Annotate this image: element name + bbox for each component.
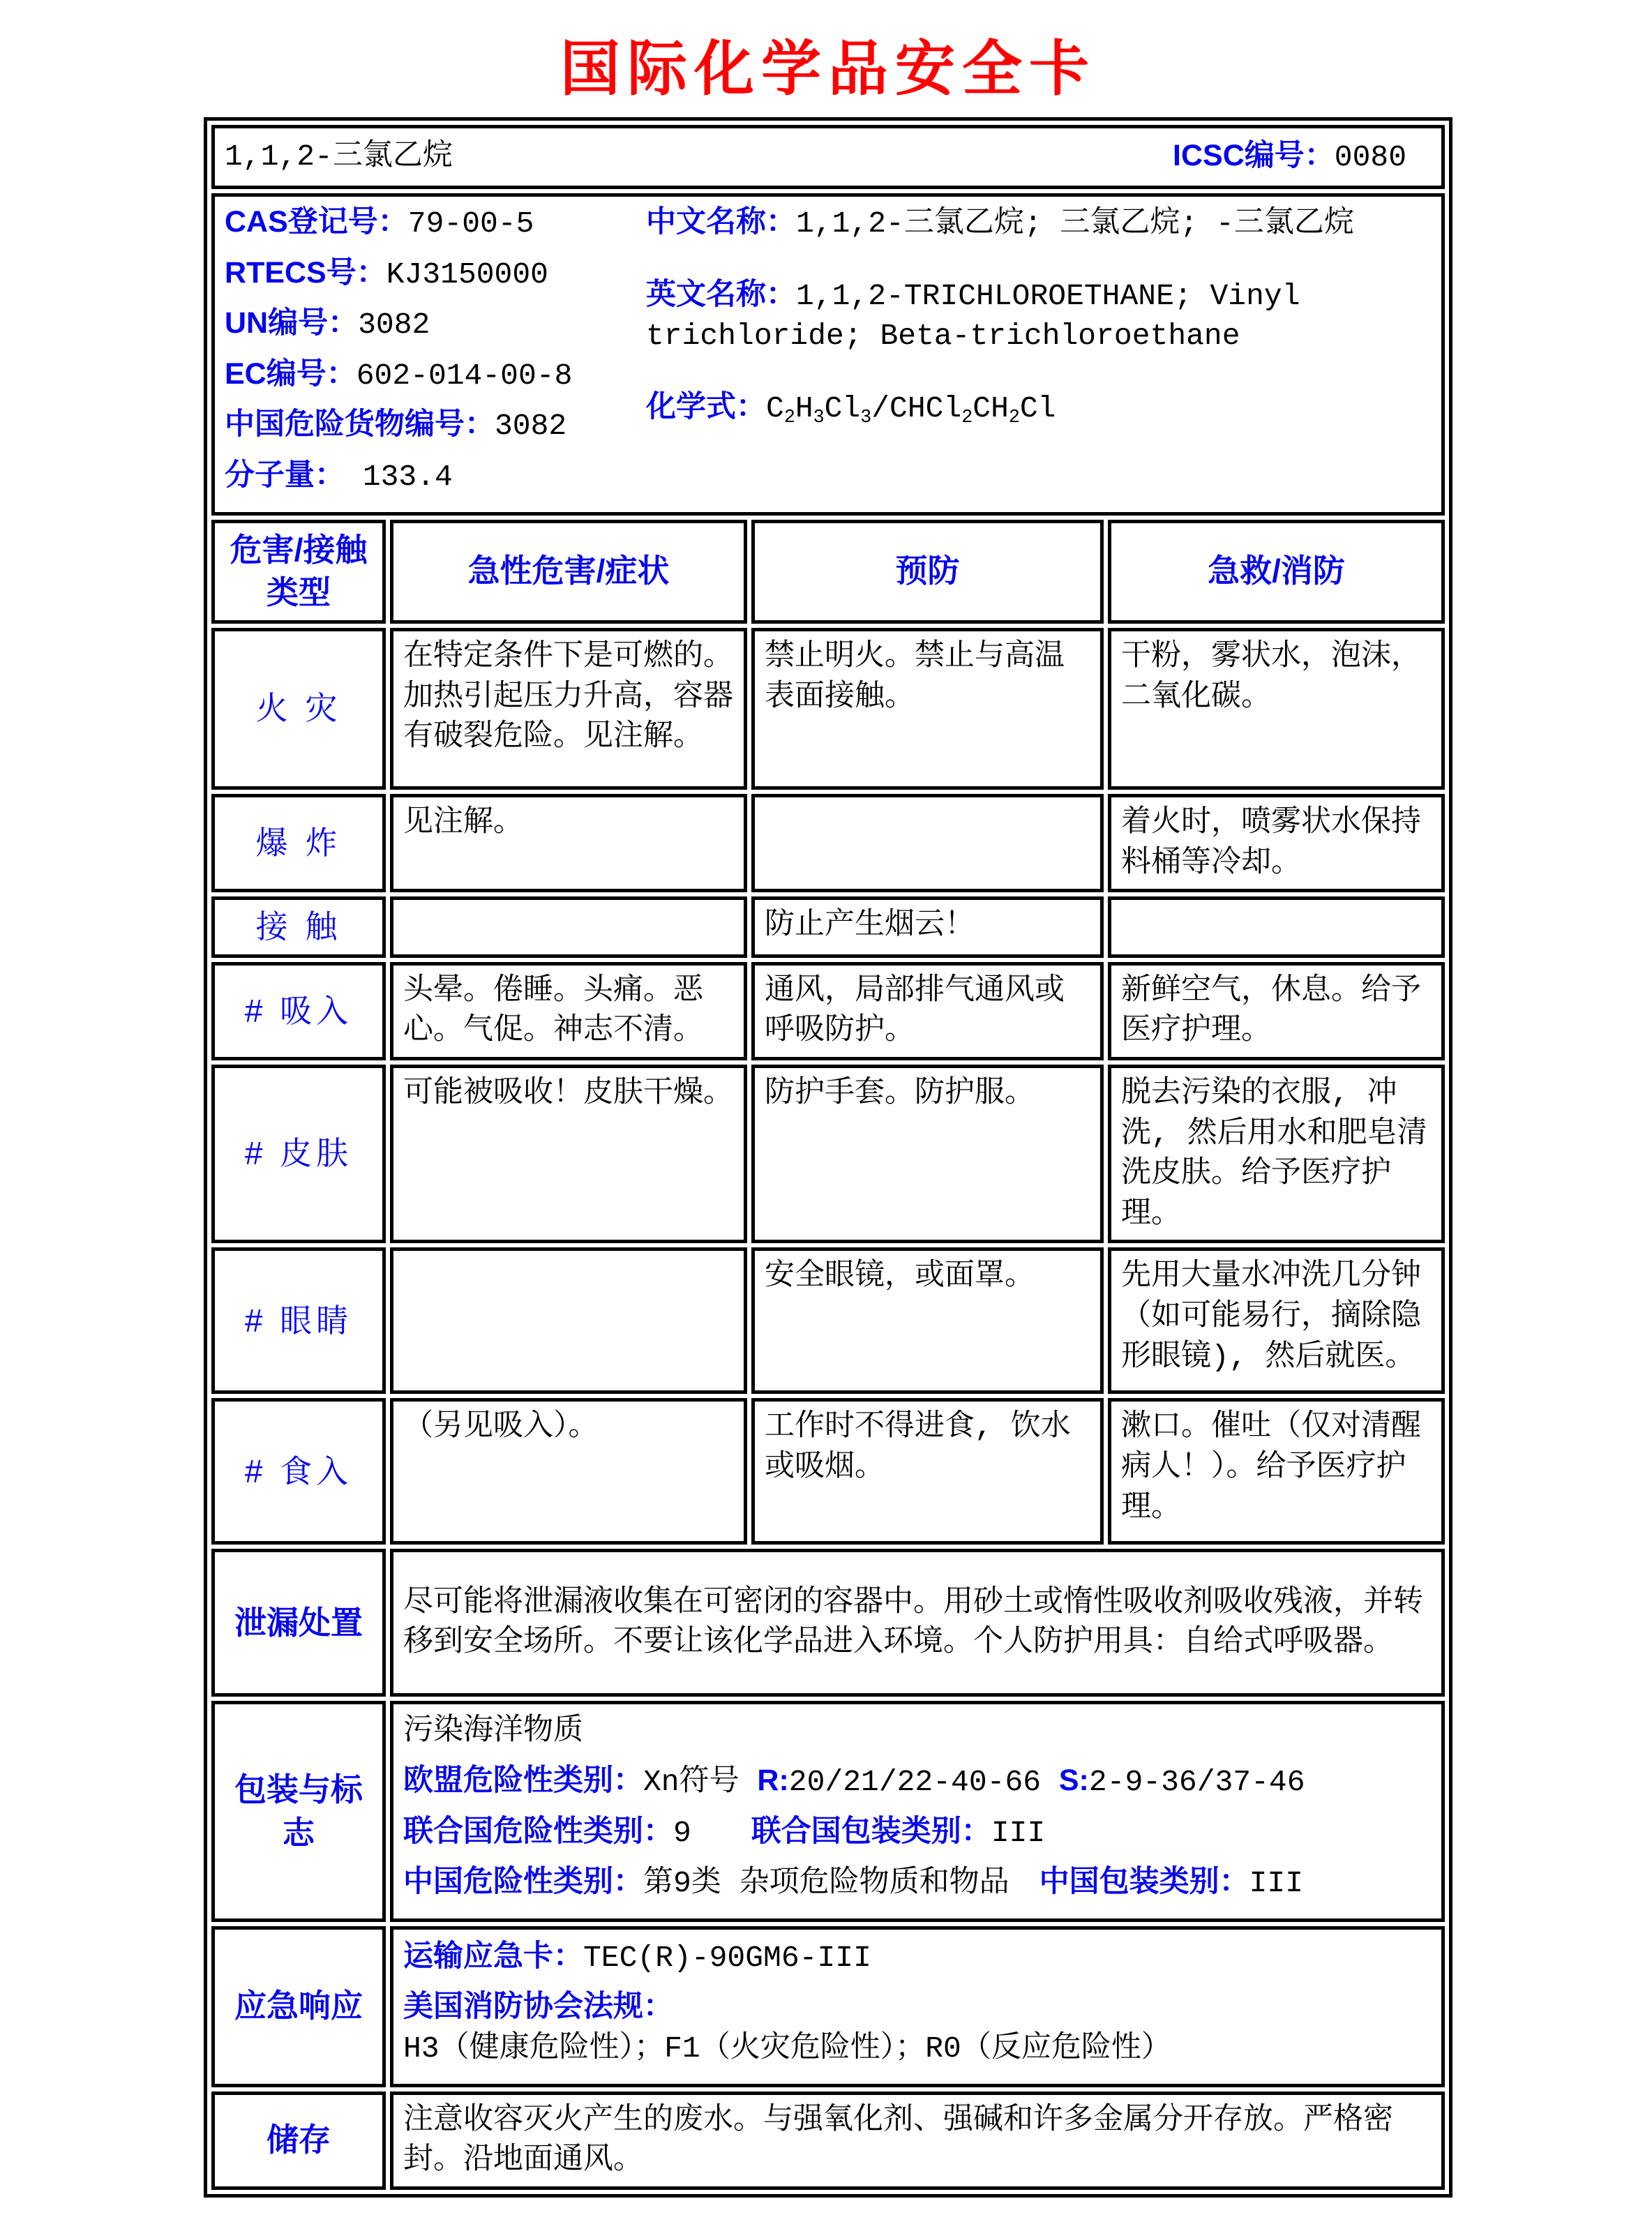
eyes-symptoms-cell (390, 1247, 747, 1394)
exposure-prevention-cell: 防止产生烟云！ (751, 896, 1104, 958)
text-segment: 中国包装类别： (1039, 1865, 1249, 1899)
text-segment: TEC(R)-90GM6-III (583, 1940, 871, 1975)
hazard-type-header (211, 520, 386, 624)
inhalation-prevention-cell: 通风，局部排气通风或呼吸防护。 (751, 962, 1104, 1060)
hazard-row-inhalation (211, 962, 1445, 1060)
text-segment: 欧盟危险性类别： (403, 1764, 643, 1798)
spill-disposal-text-cell (390, 1549, 1445, 1697)
hazard-type-header-line1: 危害/接触 (230, 531, 368, 568)
text-segment: 9 (673, 1815, 691, 1850)
section-row-spill-disposal (211, 1549, 1445, 1697)
explosion-prevention-cell (751, 794, 1104, 892)
fire-label: 火 灾 (255, 690, 342, 727)
china-dg-number-value: 3082 (495, 409, 567, 444)
text-segment: 联合国包装类别： (751, 1814, 991, 1848)
ingestion-label-cell (211, 1398, 386, 1545)
identity-row (211, 193, 1445, 516)
text-segment (1009, 1866, 1039, 1900)
packaging-label-cell (211, 1701, 386, 1921)
rtecs-number-label: RTECS号： (225, 255, 386, 290)
cas-number-value: 79-00-5 (407, 206, 534, 241)
un-number-line (225, 303, 643, 345)
spill-disposal-text: 尽可能将泄漏液收集在可密闭的容器中。用砂土或惰性吸收剂吸收残液，并转移到安全场所。不要让该化学品进入环境。个人防护用具：自给式呼吸器。 (403, 1585, 1423, 1660)
rtecs-number-line (225, 253, 643, 295)
cas-number-label: CAS登记号： (225, 205, 408, 239)
spill-disposal-label: 泄漏处置 (234, 1604, 363, 1641)
skin-label: # 皮肤 (244, 1135, 353, 1172)
text-segment: 美国消防协会法规： (403, 1990, 673, 2024)
substance-name: 1,1,2-三氯乙烷 (225, 140, 453, 174)
emergency-response-text-cell (390, 1926, 1445, 2087)
text-segment: 20/21/22-40-66 (788, 1765, 1059, 1800)
nfpa-code-line (403, 1987, 1432, 2068)
formula-value: $C_2H_3Cl_3/CHCl_2CH_2Cl$ (766, 391, 1056, 428)
skin-label-cell (211, 1065, 386, 1243)
hazard-row-skin (211, 1065, 1445, 1243)
text-segment: 联合国危险性类别： (403, 1814, 673, 1848)
text-segment (691, 1816, 751, 1850)
prevention-header: 预防 (751, 520, 1104, 624)
text-segment: R: (757, 1764, 789, 1798)
un-classification-line (403, 1812, 1432, 1854)
text-segment: H3（健康危险性）；F1（火灾危险性）；R0（反应危险性） (403, 2032, 1171, 2066)
identifier-list (225, 202, 643, 506)
emergency-response-label-cell (211, 1926, 386, 2087)
molecular-weight-label: 分子量： (225, 458, 345, 493)
english-name-label: 英文名称： (646, 277, 796, 311)
hazard-row-explosion (211, 794, 1445, 892)
skin-symptoms-cell: 可能被吸收！皮肤干燥。 (390, 1065, 747, 1243)
exposure-firstaid-cell (1108, 896, 1445, 958)
icsc-number-label: ICSC编号： (1173, 139, 1335, 173)
cas-number-line (225, 202, 643, 244)
explosion-firstaid-cell: 着火时，喷雾状水保持料桶等冷却。 (1108, 794, 1445, 892)
identity-cell (211, 193, 1445, 516)
document-title: 国际化学品安全卡 (560, 33, 1096, 104)
ingestion-firstaid-cell: 漱口。催吐（仅对清醒病人！）。给予医疗护理。 (1108, 1398, 1445, 1545)
safety-card-table (204, 117, 1452, 2198)
eu-classification-line (403, 1761, 1432, 1803)
eyes-label-cell (211, 1247, 386, 1394)
card-header-cell (211, 125, 1445, 189)
storage-label: 储存 (266, 2121, 331, 2158)
china-classification-line (403, 1862, 1432, 1904)
exposure-label-cell (211, 896, 386, 958)
section-row-emergency-response (211, 1926, 1445, 2087)
text-segment: Xn符号 (643, 1765, 758, 1800)
china-dg-number-line (225, 405, 643, 446)
english-name-value: 1,1,2-TRICHLOROETHANE; Vinyl trichloride; Beta-trichloroethane (646, 278, 1300, 354)
china-dg-number-label: 中国危险货物编号： (225, 407, 495, 442)
ec-number-value: 602-014-00-8 (356, 358, 573, 393)
name-list (643, 202, 1432, 506)
exposure-symptoms-cell (390, 896, 747, 958)
transport-emergency-card-line (403, 1937, 1432, 1978)
emergency-response-label: 应急响应 (234, 1988, 363, 2025)
un-number-label: UN编号： (225, 306, 359, 340)
section-row-packaging-labelling (211, 1701, 1445, 1921)
hazard-header-row (211, 520, 1445, 624)
packaging-label: 包装与标志 (234, 1771, 363, 1851)
eyes-firstaid-cell: 先用大量水冲洗几分钟（如可能易行，摘除隐形眼镜), 然后就医。 (1108, 1247, 1445, 1394)
formula-block (646, 387, 1432, 431)
molecular-weight-line (225, 456, 643, 497)
text-segment: S: (1058, 1764, 1089, 1798)
storage-label-cell (211, 2091, 386, 2190)
explosion-symptoms-cell: 见注解。 (390, 794, 747, 892)
packaging-text-cell (390, 1701, 1445, 1921)
formula-label: 化学式： (646, 389, 766, 423)
storage-text-cell (390, 2091, 1445, 2190)
explosion-label-cell (211, 794, 386, 892)
ec-number-label: EC编号： (225, 356, 356, 391)
text-segment: 2-9-36/37-46 (1088, 1765, 1305, 1800)
fire-label-cell (211, 628, 386, 790)
ingestion-label: # 食入 (244, 1452, 353, 1489)
un-number-value: 3082 (358, 308, 430, 343)
hazard-type-header-line2: 类型 (266, 574, 331, 611)
text-segment: 第9类 杂项危险物质和物品 (643, 1866, 1009, 1901)
icsc-number: 0080 (1334, 140, 1406, 175)
skin-prevention-cell: 防护手套。防护服。 (751, 1065, 1104, 1243)
section-row-storage (211, 2091, 1445, 2190)
inhalation-label: # 吸入 (244, 992, 353, 1029)
hazard-row-exposure (211, 896, 1445, 958)
ingestion-prevention-cell: 工作时不得进食, 饮水或吸烟。 (751, 1398, 1104, 1545)
eyes-label: # 眼睛 (244, 1302, 353, 1339)
eyes-prevention-cell: 安全眼镜，或面罩。 (751, 1247, 1104, 1394)
storage-text: 注意收容灭火产生的废水。与强氧化剂、强碱和许多金属分开存放。严格密封。沿地面通风。 (403, 2103, 1393, 2178)
text-segment: 中国危险性类别： (403, 1865, 643, 1899)
chinese-name-label: 中文名称： (646, 205, 796, 239)
first-aid-header: 急救/消防 (1108, 520, 1445, 624)
exposure-label: 接 触 (255, 908, 342, 945)
card-header-row (211, 125, 1445, 189)
skin-firstaid-cell: 脱去污染的衣服, 冲洗, 然后用水和肥皂清洗皮肤。给予医疗护理。 (1108, 1065, 1445, 1243)
text-segment: III (991, 1815, 1046, 1850)
fire-firstaid-cell: 干粉，雾状水，泡沫，二氧化碳。 (1108, 628, 1445, 790)
fire-symptoms-cell: 在特定条件下是可燃的。加热引起压力升高，容器有破裂危险。见注解。 (390, 628, 747, 790)
inhalation-firstaid-cell: 新鲜空气，休息。给予医疗护理。 (1108, 962, 1445, 1060)
ingestion-symptoms-cell: （另见吸入）。 (390, 1398, 747, 1545)
chinese-name-value: 1,1,2-三氯乙烷; 三氯乙烷; -三氯乙烷 (796, 206, 1354, 241)
hazard-row-eyes (211, 1247, 1445, 1394)
text-segment: 污染海洋物质 (403, 1714, 583, 1749)
inhalation-label-cell (211, 962, 386, 1060)
spill-disposal-label-cell (211, 1549, 386, 1697)
english-name-block (646, 275, 1432, 356)
text-segment: 运输应急卡： (403, 1939, 583, 1973)
icsc-number-group (1173, 136, 1406, 178)
explosion-label: 爆 炸 (255, 824, 342, 861)
ec-number-line (225, 354, 643, 396)
rtecs-number-value: KJ3150000 (386, 257, 548, 292)
fire-prevention-cell: 禁止明火。禁止与高温表面接触。 (751, 628, 1104, 790)
inhalation-symptoms-cell: 头晕。倦睡。头痛。恶心。气促。神志不清。 (390, 962, 747, 1060)
hazard-row-fire (211, 628, 1445, 790)
acute-hazards-header: 急性危害/症状 (390, 520, 747, 624)
hazard-row-ingestion (211, 1398, 1445, 1545)
chinese-name-block (646, 202, 1432, 244)
text-segment: III (1249, 1866, 1304, 1901)
marine-pollutant-line (403, 1711, 1432, 1752)
molecular-weight-value: 133.4 (362, 460, 453, 495)
